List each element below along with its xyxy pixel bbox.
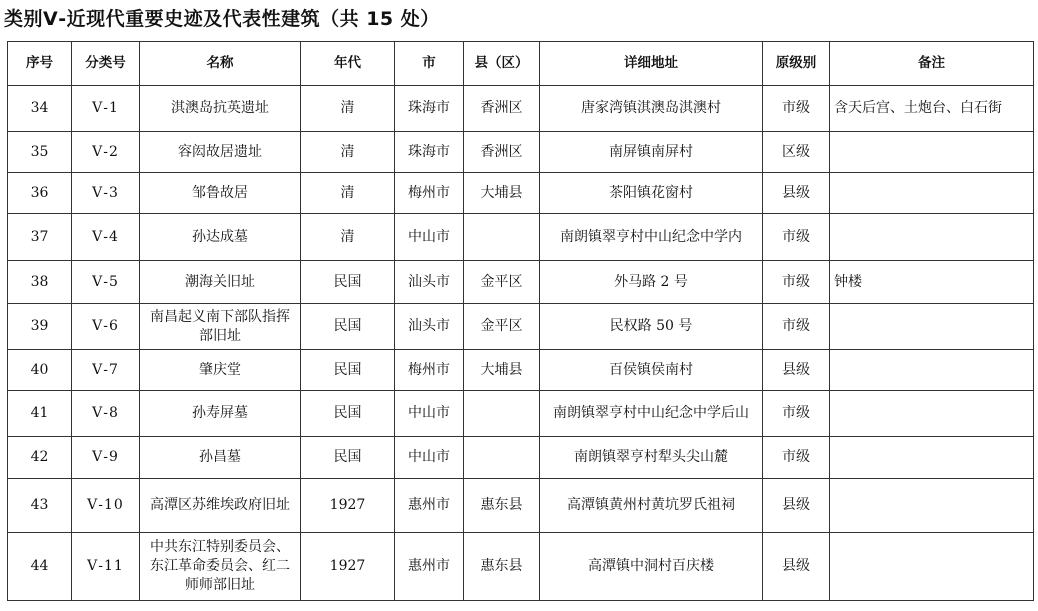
cell-era: 清 xyxy=(301,173,395,214)
cell-level: 市级 xyxy=(763,391,830,437)
cell-city: 汕头市 xyxy=(395,304,464,350)
cell-note xyxy=(830,437,1034,479)
heritage-table xyxy=(7,41,1034,601)
cell-name: 邹鲁故居 xyxy=(140,173,301,214)
cell-level: 区级 xyxy=(763,132,830,173)
header-city: 市 xyxy=(395,42,464,86)
cell-county: 大埔县 xyxy=(464,350,540,391)
cell-no: 42 xyxy=(8,437,72,479)
cell-code: Ⅴ-1 xyxy=(72,86,140,132)
cell-era: 民国 xyxy=(301,304,395,350)
cell-city: 中山市 xyxy=(395,391,464,437)
cell-no: 38 xyxy=(8,261,72,304)
cell-county: 大埔县 xyxy=(464,173,540,214)
cell-level: 县级 xyxy=(763,533,830,601)
cell-note: 含天后宫、土炮台、白石街 xyxy=(830,86,1034,132)
cell-name: 孙达成墓 xyxy=(140,214,301,261)
cell-name: 容闳故居遗址 xyxy=(140,132,301,173)
table-row xyxy=(8,533,1034,601)
cell-county: 香洲区 xyxy=(464,132,540,173)
cell-level: 市级 xyxy=(763,261,830,304)
cell-level: 县级 xyxy=(763,479,830,533)
cell-level: 市级 xyxy=(763,86,830,132)
cell-name: 孙寿屏墓 xyxy=(140,391,301,437)
cell-note xyxy=(830,132,1034,173)
cell-no: 41 xyxy=(8,391,72,437)
cell-code: Ⅴ-3 xyxy=(72,173,140,214)
cell-code: Ⅴ-4 xyxy=(72,214,140,261)
cell-era: 清 xyxy=(301,132,395,173)
table-row xyxy=(8,304,1034,350)
table-row xyxy=(8,261,1034,304)
cell-era: 民国 xyxy=(301,261,395,304)
cell-level: 县级 xyxy=(763,350,830,391)
cell-note: 钟楼 xyxy=(830,261,1034,304)
cell-no: 40 xyxy=(8,350,72,391)
cell-city: 梅州市 xyxy=(395,173,464,214)
cell-note xyxy=(830,533,1034,601)
cell-code: Ⅴ-11 xyxy=(72,533,140,601)
cell-city: 惠州市 xyxy=(395,479,464,533)
cell-city: 珠海市 xyxy=(395,86,464,132)
cell-note xyxy=(830,350,1034,391)
cell-city: 梅州市 xyxy=(395,350,464,391)
cell-address: 高潭镇黄州村黄坑罗氏祖祠 xyxy=(540,479,763,533)
cell-county xyxy=(464,437,540,479)
cell-address: 百侯镇侯南村 xyxy=(540,350,763,391)
cell-address: 南屏镇南屏村 xyxy=(540,132,763,173)
cell-level: 市级 xyxy=(763,304,830,350)
cell-address: 民权路 50 号 xyxy=(540,304,763,350)
cell-address: 南朗镇翠亨村犁头尖山麓 xyxy=(540,437,763,479)
header-era: 年代 xyxy=(301,42,395,86)
cell-note xyxy=(830,214,1034,261)
cell-no: 35 xyxy=(8,132,72,173)
cell-city: 汕头市 xyxy=(395,261,464,304)
cell-no: 39 xyxy=(8,304,72,350)
table-row xyxy=(8,350,1034,391)
cell-address: 南朗镇翠亨村中山纪念中学后山 xyxy=(540,391,763,437)
cell-address: 南朗镇翠亨村中山纪念中学内 xyxy=(540,214,763,261)
header-county: 县（区） xyxy=(464,42,540,86)
cell-city: 珠海市 xyxy=(395,132,464,173)
cell-code: Ⅴ-10 xyxy=(72,479,140,533)
cell-era: 民国 xyxy=(301,391,395,437)
cell-code: Ⅴ-9 xyxy=(72,437,140,479)
cell-name: 中共东江特别委员会、东江革命委员会、红二师师部旧址 xyxy=(140,533,301,601)
cell-note xyxy=(830,391,1034,437)
cell-city: 中山市 xyxy=(395,214,464,261)
cell-address: 茶阳镇花窗村 xyxy=(540,173,763,214)
cell-county: 惠东县 xyxy=(464,533,540,601)
cell-era: 民国 xyxy=(301,350,395,391)
cell-note xyxy=(830,173,1034,214)
cell-code: Ⅴ-8 xyxy=(72,391,140,437)
cell-era: 清 xyxy=(301,214,395,261)
cell-city: 惠州市 xyxy=(395,533,464,601)
cell-name: 淇澳岛抗英遗址 xyxy=(140,86,301,132)
cell-city: 中山市 xyxy=(395,437,464,479)
cell-address: 高潭镇中洞村百庆楼 xyxy=(540,533,763,601)
cell-no: 34 xyxy=(8,86,72,132)
cell-name: 南昌起义南下部队指挥部旧址 xyxy=(140,304,301,350)
cell-level: 市级 xyxy=(763,437,830,479)
cell-note xyxy=(830,479,1034,533)
table-row xyxy=(8,86,1034,132)
table-row xyxy=(8,391,1034,437)
header-code: 分类号 xyxy=(72,42,140,86)
cell-address: 外马路 2 号 xyxy=(540,261,763,304)
cell-address: 唐家湾镇淇澳岛淇澳村 xyxy=(540,86,763,132)
header-level: 原级别 xyxy=(763,42,830,86)
cell-era: 1927 xyxy=(301,479,395,533)
header-note: 备注 xyxy=(830,42,1034,86)
cell-code: Ⅴ-2 xyxy=(72,132,140,173)
table-row xyxy=(8,173,1034,214)
cell-no: 43 xyxy=(8,479,72,533)
table-row xyxy=(8,479,1034,533)
cell-code: Ⅴ-7 xyxy=(72,350,140,391)
table-row xyxy=(8,132,1034,173)
table-header-row xyxy=(8,42,1034,86)
cell-note xyxy=(830,304,1034,350)
cell-level: 市级 xyxy=(763,214,830,261)
cell-code: Ⅴ-5 xyxy=(72,261,140,304)
cell-name: 肇庆堂 xyxy=(140,350,301,391)
cell-name: 孙昌墓 xyxy=(140,437,301,479)
cell-no: 37 xyxy=(8,214,72,261)
cell-county: 金平区 xyxy=(464,304,540,350)
cell-county xyxy=(464,214,540,261)
cell-code: Ⅴ-6 xyxy=(72,304,140,350)
cell-county: 香洲区 xyxy=(464,86,540,132)
cell-name: 高潭区苏维埃政府旧址 xyxy=(140,479,301,533)
cell-era: 民国 xyxy=(301,437,395,479)
table-row xyxy=(8,437,1034,479)
page-title: 类别Ⅴ-近现代重要史迹及代表性建筑（共 15 处） xyxy=(4,8,440,30)
cell-era: 清 xyxy=(301,86,395,132)
cell-county: 金平区 xyxy=(464,261,540,304)
cell-era: 1927 xyxy=(301,533,395,601)
header-address: 详细地址 xyxy=(540,42,763,86)
table-row xyxy=(8,214,1034,261)
header-name: 名称 xyxy=(140,42,301,86)
cell-no: 36 xyxy=(8,173,72,214)
cell-level: 县级 xyxy=(763,173,830,214)
cell-no: 44 xyxy=(8,533,72,601)
header-no: 序号 xyxy=(8,42,72,86)
cell-county xyxy=(464,391,540,437)
cell-name: 潮海关旧址 xyxy=(140,261,301,304)
cell-county: 惠东县 xyxy=(464,479,540,533)
